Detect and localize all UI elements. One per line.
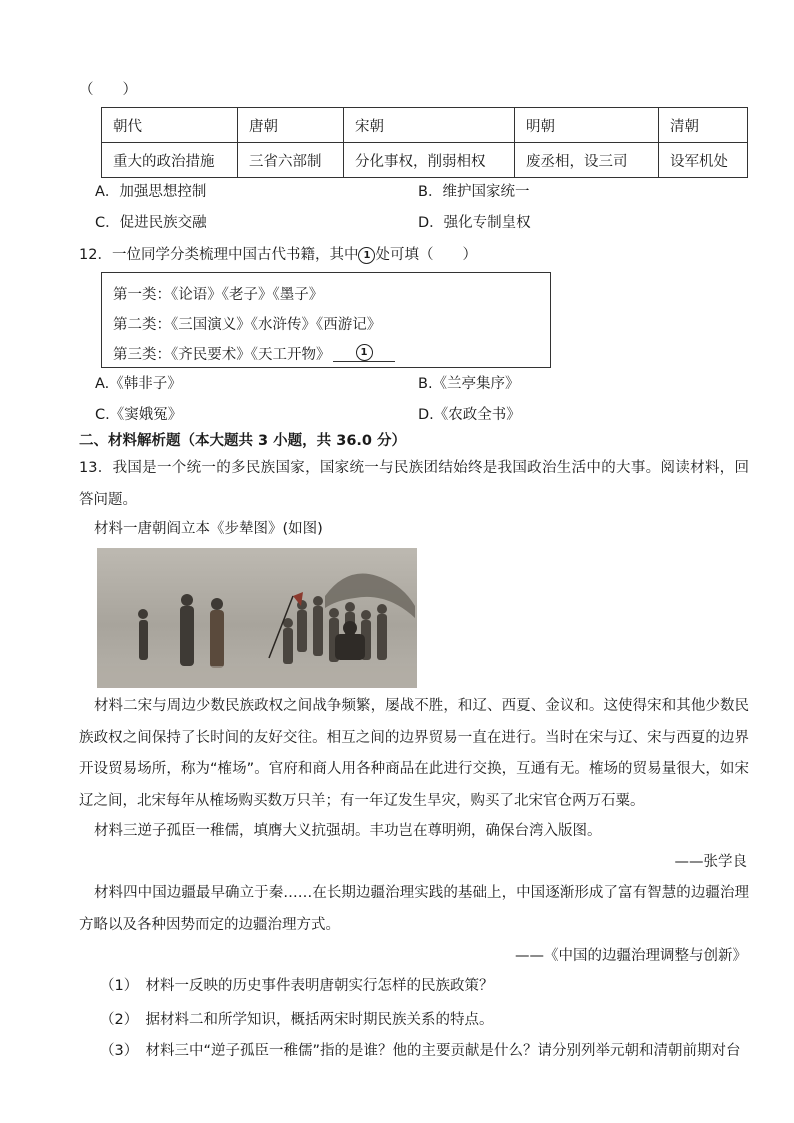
q12-option-a[interactable]: A.《韩非子》 [95, 376, 182, 392]
q11-option-a[interactable]: A．加强思想控制 [95, 184, 207, 200]
material-two: 材料二宋与周边少数民族政权之间战争频繁，屡战不胜，和辽、西夏、金议和。这使得宋和其他少数民族政权之间保持了长时间的友好交往。相互之间的边界贸易一直在进行。当时在宋与辽、宋与西夏的边界开设贸易场所，称为“榷场”。官府和商人用各种商品在此进行交换，互通有无。榷场的贸易量很大，如宋辽之间，北宋每年从榷场购买数万只羊；有一年辽发生旱灾，购买了北宋官仓两万石粟。 [79, 698, 749, 809]
material-four: 材料四中国边疆最早确立于秦……在长期边疆治理实践的基础上，中国逐渐形成了富有智慧的边疆治理方略以及各种因势而定的边疆治理方式。 [79, 885, 749, 933]
table-row [102, 143, 748, 178]
painting-image [97, 548, 417, 688]
sub-question-1: （1） 材料一反映的历史事件表明唐朝实行怎样的民族政策？ [100, 978, 494, 994]
table-cell: 朝代 [102, 108, 238, 143]
painting-illustration [97, 548, 417, 688]
table-cell: 废丞相，设三司 [515, 143, 659, 178]
q12-option-d[interactable]: D.《农政全书》 [418, 407, 521, 423]
category-three-text: 第三类：《齐民要术》《天工开物》 [113, 347, 331, 363]
table-cell: 分化事权，削弱相权 [344, 143, 515, 178]
q13-stem: 13．我国是一个统一的多民族国家，国家统一与民族团结始终是我国政治生活中的大事。阅读材料，回答问题。 [79, 460, 749, 508]
section-title: 二、材料解析题（本大题共 3 小题，共 36.0 分） [79, 433, 407, 449]
q11-answer-paren: （ ） [79, 82, 137, 98]
sub-question-3: （3） 材料三中“逆子孤臣一稚儒”指的是谁？他的主要贡献是什么？请分别列举元朝和清朝前期对台 [100, 1043, 741, 1059]
material-three-source: ——张学良 [674, 854, 747, 870]
q12-option-b[interactable]: B.《兰亭集序》 [418, 376, 520, 392]
q11-option-d[interactable]: D．强化专制皇权 [418, 215, 531, 231]
circled-number-one: 1 [356, 344, 373, 361]
q12-stem [79, 247, 477, 264]
answer-blank[interactable] [333, 345, 395, 362]
table-cell: 明朝 [515, 108, 659, 143]
category-two: 第二类：《三国演义》《水浒传》《西游记》 [113, 317, 382, 333]
table-cell: 重大的政治措施 [102, 143, 238, 178]
table-cell: 三省六部制 [238, 143, 344, 178]
circled-number-one: 1 [358, 247, 375, 264]
material-four-source: ——《中国的边疆治理调整与创新》 [515, 948, 747, 964]
table-header-row [102, 108, 748, 143]
table-cell: 宋朝 [344, 108, 515, 143]
category-one: 第一类：《论语》《老子》《墨子》 [113, 287, 324, 303]
dynasty-policy-table [101, 107, 748, 178]
sub-question-2: （2） 据材料二和所学知识，概括两宋时期民族关系的特点。 [100, 1012, 494, 1028]
q12-stem-text-end: 处可填（ ） [375, 247, 477, 263]
material-one: 材料一唐朝阎立本《步辇图》(如图) [94, 521, 323, 537]
material-three: 材料三逆子孤臣一稚儒，填膺大义抗强胡。丰功岂在尊明朔，确保台湾入版图。 [94, 823, 602, 839]
category-three [113, 343, 395, 364]
q12-option-c[interactable]: C.《窦娥冤》 [95, 407, 183, 423]
q11-option-c[interactable]: C．促进民族交融 [95, 215, 207, 231]
table-cell: 设军机处 [659, 143, 748, 178]
q11-option-b[interactable]: B．维护国家统一 [418, 184, 530, 200]
q12-stem-text: 12．一位同学分类梳理中国古代书籍，其中 [79, 247, 359, 263]
book-classification-box [101, 272, 551, 368]
table-cell: 唐朝 [238, 108, 344, 143]
table-cell: 清朝 [659, 108, 748, 143]
